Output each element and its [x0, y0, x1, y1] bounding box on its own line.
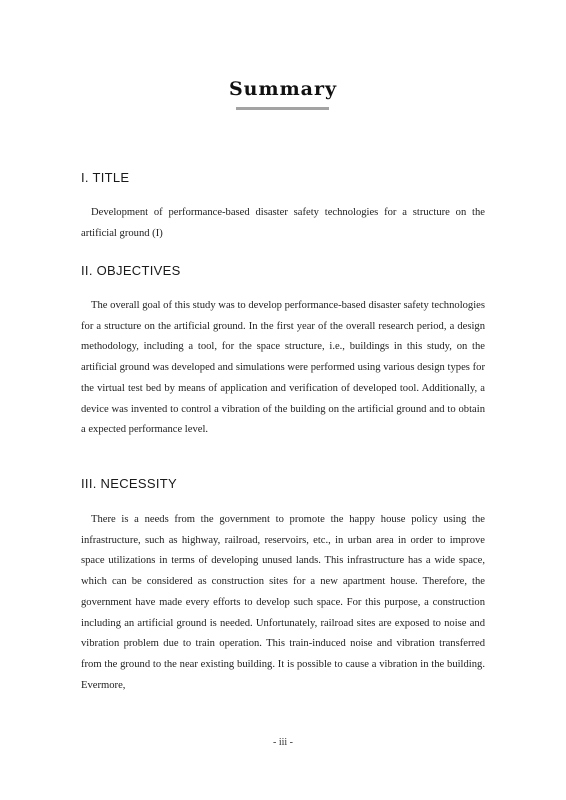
section-body-title: Development of performance-based disaster safety technologies for a structure on the artificial ground (I)	[81, 207, 485, 239]
section-body-necessity: There is a needs from the government to promote the happy house policy using the infrastructure, such as highway, railroad, reservoirs, etc., in urban area in order to improve space utilizations in terms of developing unused lands. This infrastructure has a wide space, which can be considered as construction sites for a new apartment house. Therefore, the government have made every efforts to develop such space. For this purpose, a construction including an artificial ground is needed. Unfortunately, railroad sites are exposed to noise and vibration problem due to train operation. This train-induced noise and vibration transferred from the ground to the near existing building. It is possible to cause a vibration in the building. Evermore,	[81, 514, 485, 691]
page-number: - iii -	[273, 737, 293, 748]
section-heading-objectives: II. OBJECTIVES	[81, 263, 181, 278]
section-body-objectives: The overall goal of this study was to develop performance-based disaster safety technologies for a structure on the artificial ground. In the first year of the overall research period, a design methodology, including a tool, for the space structure, i.e., buildings in this study, on the artificial ground was developed and simulations were performed using various design types for the virtual test bed by means of application and verification of developed tool. Additionally, a device was invented to control a vibration of the building on the artificial ground and to obtain a expected performance level.	[81, 300, 485, 436]
section-heading-title: I. TITLE	[81, 170, 130, 185]
page-title: Summary	[228, 78, 338, 100]
section-heading-necessity: III. NECESSITY	[81, 476, 177, 491]
title-underline	[236, 107, 329, 110]
